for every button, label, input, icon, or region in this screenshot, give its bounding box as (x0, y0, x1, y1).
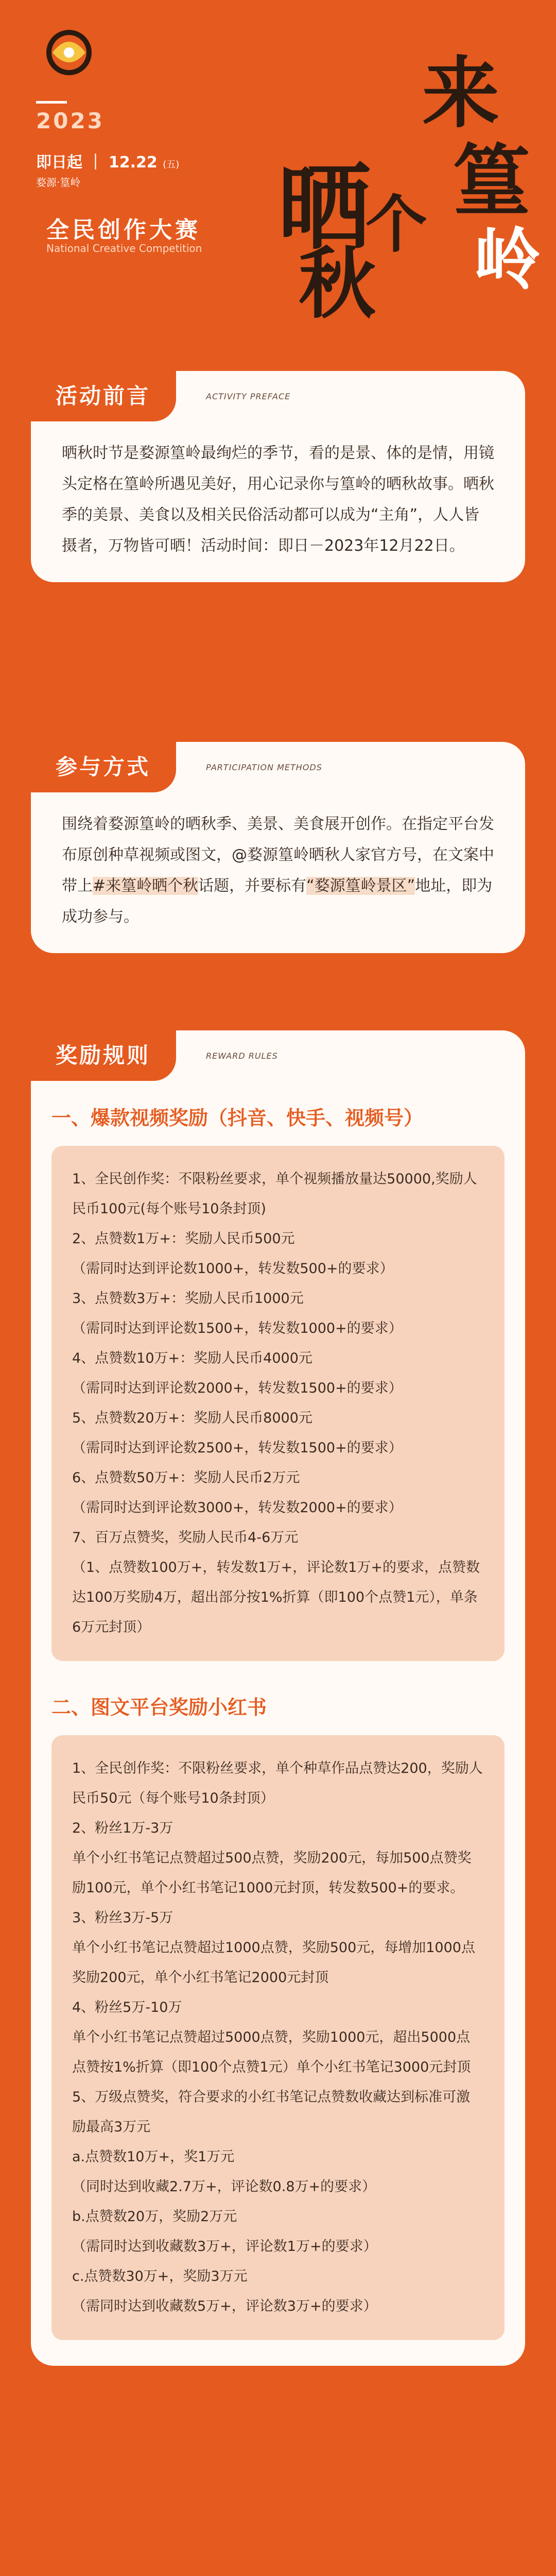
participation-tab: 参与方式 (30, 742, 176, 792)
rule-line: 单个小红书笔记点赞超过1000点赞，奖励500元，每增加1000点奖励200元，单个小红书笔记2000元封顶 (72, 1940, 475, 1986)
hero-date (36, 149, 179, 172)
rule-line: （需同时达到评论数2000+，转发数1500+的要求） (72, 1380, 403, 1396)
rule-line: 7、百万点赞奖，奖励人民币4-6万元 (72, 1530, 299, 1546)
rule-line: 1、全民创作奖：不限粉丝要求，单个视频播放量达50000,奖励人民币100元(每个账号10条封顶) (72, 1171, 477, 1217)
rule-line: 5、点赞数20万+：奖励人民币8000元 (72, 1410, 312, 1426)
rule-line: （同时达到收藏2.7万+，评论数0.8万+的要求） (72, 2179, 376, 2195)
rule-line: 3、粉丝3万-5万 (72, 1910, 173, 1926)
hero-title-en: National Creative Competition (46, 242, 202, 255)
participation-line3: 地址，即为成功参与。 (62, 877, 493, 926)
callig-char: 篁 (453, 135, 531, 226)
rule-line: 6、点赞数50万+：奖励人民币2万元 (72, 1470, 300, 1486)
rule-line: 单个小红书笔记点赞超过500点赞，奖励200元，每加500点赞奖励100元，单个小红书笔记1000元封顶，转发数500+的要求。 (72, 1850, 472, 1896)
rewards-card (31, 1030, 525, 2366)
rule-line: 单个小红书笔记点赞超过5000点赞，奖励1000元，超出5000点点赞按1%折算（即100个点赞1元）单个小红书笔记3000元封顶 (72, 2029, 471, 2075)
rule-line: （需同时达到评论数3000+，转发数2000+的要求） (72, 1500, 403, 1516)
rule-line: b.点赞数20万，奖励2万元 (72, 2209, 237, 2225)
callig-char: 个 (366, 188, 427, 261)
preface-text: 晒秋时节是婺源篁岭最绚烂的季节，看的是景、体的是情，用镜头定格在篁岭所遇见美好，用心记录你与篁岭的晒秋故事。晒秋季的美景、美食以及相关民俗活动都可以成为“主角”，人人皆摄者，万物皆可晒！活动时间：即日－2023年12月22日。 (62, 444, 494, 555)
rule-line: a.点赞数10万+，奖1万元 (72, 2149, 235, 2165)
preface-head (31, 371, 525, 422)
participation-card (31, 742, 525, 953)
hero-calligraphy (268, 21, 541, 329)
hero-weekday: (五) (163, 159, 180, 170)
participation-line1: 围绕着婺源篁岭的晒秋季、美景、美食展开创作。在指定平台发布原创种草视频或图文，@婺源篁岭晒秋人家官方号，在文案中带上 (62, 815, 494, 895)
rule-line: 5、万级点赞奖，符合要求的小红书笔记点赞数收藏达到标准可激励最高3万元 (72, 2089, 471, 2135)
place-highlight: “婺源篁岭景区” (306, 877, 415, 895)
rule-line: （需同时达到收藏数3万+，评论数1万+的要求） (72, 2239, 377, 2255)
callig-char: 晒 (278, 154, 371, 262)
rule-line: 2、点赞数1万+：奖励人民币500元 (72, 1231, 295, 1247)
hero-year: 2023 (36, 108, 105, 133)
preface-card (31, 371, 525, 582)
festival-logo-icon (33, 21, 105, 82)
hero-date-text: 即日起 ｜ 12.22 (36, 154, 158, 172)
rule-line: （需同时达到评论数1500+，转发数1000+的要求） (72, 1320, 403, 1336)
rule-line: 4、点赞数10万+：奖励人民币4000元 (72, 1350, 312, 1366)
rewards-section2-title: 二、图文平台奖励小红书 (51, 1696, 267, 1719)
rule-line: 4、粉丝5万-10万 (72, 1999, 182, 2015)
rule-line: c.点赞数30万+，奖励3万元 (72, 2268, 248, 2284)
rule-line: 2、粉丝1万-3万 (72, 1820, 173, 1836)
hero-title: 全民创作大赛 (46, 217, 201, 243)
rewards-tab-en: REWARD RULES (206, 1051, 278, 1061)
rewards-head (31, 1030, 525, 1082)
hero-banner (0, 0, 556, 329)
rule-line: 3、点赞数3万+：奖励人民币1000元 (72, 1291, 304, 1307)
participation-tab-en: PARTICIPATION METHODS (206, 762, 322, 772)
rule-line: 1、全民创作奖：不限粉丝要求，单个种草作品点赞达200，奖励人民币50元（每个账号10条封顶） (72, 1760, 483, 1806)
callig-char: 来 (422, 48, 500, 139)
rewards-body (31, 1082, 525, 2366)
hero-rule (36, 101, 67, 104)
rule-line: （需同时达到评论数1000+，转发数500+的要求） (72, 1261, 394, 1277)
rewards-xhs-box (51, 1735, 505, 2340)
participation-text (62, 809, 494, 933)
participation-body (31, 793, 525, 953)
callig-char: 岭 (474, 220, 541, 299)
rewards-video-box (51, 1146, 505, 1661)
hero-place: 婺源·篁岭 (36, 176, 81, 189)
rule-line: （需同时达到评论数2500+，转发数1500+的要求） (72, 1440, 403, 1456)
rewards-section1-title: 一、爆款视频奖励（抖音、快手、视频号） (51, 1107, 424, 1129)
rule-line: （1、点赞数100万+，转发数1万+，评论数1万+的要求，点赞数达100万奖励4万，超出部分按1%折算（即100个点赞1元），单条6万元封顶） (72, 1560, 480, 1635)
rewards-tab: 奖励规则 (30, 1030, 176, 1081)
callig-char: 秋 (299, 239, 376, 329)
participation-head (31, 742, 525, 793)
preface-tab-en: ACTIVITY PREFACE (206, 392, 291, 401)
preface-tab: 活动前言 (30, 371, 176, 421)
participation-line2: 话题，并要标有 (198, 877, 307, 895)
preface-body (31, 422, 525, 582)
topic-highlight: #来篁岭晒个秋 (93, 877, 199, 895)
rule-line: （需同时达到收藏数5万+，评论数3万+的要求） (72, 2298, 377, 2314)
